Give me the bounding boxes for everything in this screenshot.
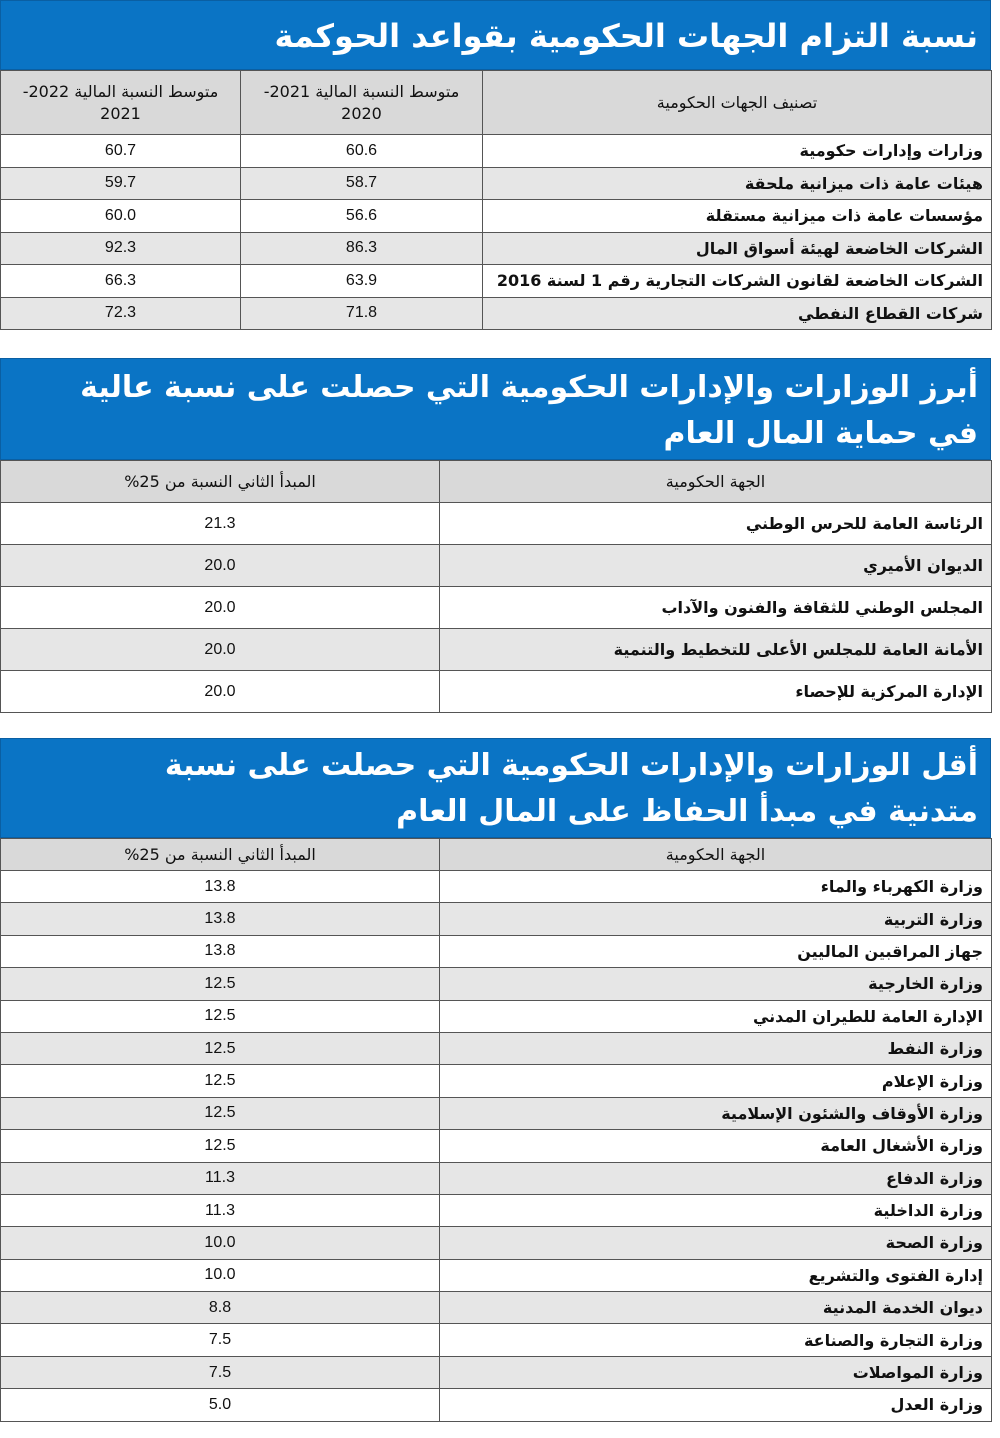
principle-value: 12.5 — [1, 968, 440, 1000]
entity-name: المجلس الوطني للثقافة والفنون والآداب — [440, 587, 992, 629]
principle-value: 12.5 — [1, 1097, 440, 1129]
entity-name: وزارة الصحة — [440, 1227, 992, 1259]
avg-2021-2020-value: 56.6 — [241, 200, 483, 233]
principle-value: 20.0 — [1, 629, 440, 671]
avg-2022-2021-value: 66.3 — [1, 265, 241, 298]
table2-title-line1: أبرز الوزارات والإدارات الحكومية التي حصلت على نسبة عالية — [80, 370, 978, 405]
entity-name: وزارة النفط — [440, 1032, 992, 1064]
avg-2022-2021-value: 72.3 — [1, 297, 241, 330]
principle-value: 7.5 — [1, 1324, 440, 1356]
table-row — [1, 1097, 992, 1129]
principle-value: 13.8 — [1, 871, 440, 903]
table1-body — [1, 135, 992, 330]
principle-value: 10.0 — [1, 1259, 440, 1291]
avg-2021-2020-value: 60.6 — [241, 135, 483, 168]
table-row — [1, 545, 992, 587]
table-row — [1, 1356, 992, 1388]
entity-name: الإدارة العامة للطيران المدني — [440, 1000, 992, 1032]
table-row — [1, 935, 992, 967]
principle-value: 21.3 — [1, 503, 440, 545]
category-name: شركات القطاع النفطي — [483, 297, 992, 330]
category-name: الشركات الخاضعة لهيئة أسواق المال — [483, 232, 992, 265]
avg-2021-2020-value: 86.3 — [241, 232, 483, 265]
category-name: وزارات وإدارات حكومية — [483, 135, 992, 168]
table-row — [1, 1065, 992, 1097]
table-row — [1, 265, 992, 298]
entity-name: الديوان الأميري — [440, 545, 992, 587]
entity-name: وزارة الخارجية — [440, 968, 992, 1000]
entity-name: وزارة الكهرباء والماء — [440, 871, 992, 903]
principle-value: 12.5 — [1, 1130, 440, 1162]
table1-header-avg-2021-2020: متوسط النسبة المالية 2021-2020 — [241, 71, 483, 135]
table-row — [1, 629, 992, 671]
entity-name: وزارة المواصلات — [440, 1356, 992, 1388]
table3-body — [1, 871, 992, 1422]
table-row — [1, 232, 992, 265]
table-row — [1, 200, 992, 233]
entity-name: وزارة الإعلام — [440, 1065, 992, 1097]
principle-value: 10.0 — [1, 1227, 440, 1259]
avg-2021-2020-value: 58.7 — [241, 167, 483, 200]
principle-value: 5.0 — [1, 1389, 440, 1421]
table-row — [1, 968, 992, 1000]
principle-value: 20.0 — [1, 587, 440, 629]
table-row — [1, 1194, 992, 1226]
entity-name: ديوان الخدمة المدنية — [440, 1292, 992, 1324]
table2-title-banner — [0, 358, 991, 460]
table-row — [1, 1259, 992, 1291]
avg-2022-2021-value: 59.7 — [1, 167, 241, 200]
table2-section — [0, 358, 991, 714]
entity-name: وزارة التربية — [440, 903, 992, 935]
table2-body — [1, 503, 992, 713]
table-row — [1, 1032, 992, 1064]
table3-header-row — [1, 839, 992, 871]
principle-value: 11.3 — [1, 1194, 440, 1226]
table-row — [1, 1162, 992, 1194]
principle-value: 13.8 — [1, 903, 440, 935]
entity-name: الرئاسة العامة للحرس الوطني — [440, 503, 992, 545]
category-name: هيئات عامة ذات ميزانية ملحقة — [483, 167, 992, 200]
table-row — [1, 1130, 992, 1162]
table3-title-line2: متدنية في مبدأ الحفاظ على المال العام — [396, 794, 978, 829]
table-row — [1, 167, 992, 200]
table1-title-banner — [0, 0, 991, 70]
entity-name: الأمانة العامة للمجلس الأعلى للتخطيط والتنمية — [440, 629, 992, 671]
table1-title: نسبة التزام الجهات الحكومية بقواعد الحوكمة — [274, 17, 978, 55]
entity-name: وزارة التجارة والصناعة — [440, 1324, 992, 1356]
avg-2022-2021-value: 92.3 — [1, 232, 241, 265]
table-row — [1, 671, 992, 713]
principle-value: 12.5 — [1, 1065, 440, 1097]
table2 — [0, 460, 992, 713]
entity-name: وزارة الداخلية — [440, 1194, 992, 1226]
avg-2022-2021-value: 60.0 — [1, 200, 241, 233]
table1-header-category: تصنيف الجهات الحكومية — [483, 71, 992, 135]
principle-value: 20.0 — [1, 671, 440, 713]
table2-title-line2: في حماية المال العام — [663, 416, 978, 451]
table-row — [1, 297, 992, 330]
table-row — [1, 871, 992, 903]
principle-value: 20.0 — [1, 545, 440, 587]
table-row — [1, 1324, 992, 1356]
entity-name: وزارة الأوقاف والشئون الإسلامية — [440, 1097, 992, 1129]
table1 — [0, 70, 992, 330]
principle-value: 8.8 — [1, 1292, 440, 1324]
table3-header-entity: الجهة الحكومية — [440, 839, 992, 871]
table-row — [1, 903, 992, 935]
principle-value: 12.5 — [1, 1032, 440, 1064]
table-row — [1, 135, 992, 168]
principle-value: 11.3 — [1, 1162, 440, 1194]
table-row — [1, 587, 992, 629]
avg-2021-2020-value: 63.9 — [241, 265, 483, 298]
principle-value: 13.8 — [1, 935, 440, 967]
avg-2021-2020-value: 71.8 — [241, 297, 483, 330]
table3-section — [0, 738, 991, 1420]
table-row — [1, 503, 992, 545]
entity-name: الإدارة المركزية للإحصاء — [440, 671, 992, 713]
table3-header-value: المبدأ الثاني النسبة من 25% — [1, 839, 440, 871]
table2-header-value: المبدأ الثاني النسبة من 25% — [1, 461, 440, 503]
avg-2022-2021-value: 60.7 — [1, 135, 241, 168]
entity-name: جهاز المراقبين الماليين — [440, 935, 992, 967]
table3 — [0, 838, 992, 1422]
principle-value: 7.5 — [1, 1356, 440, 1388]
table2-header-entity: الجهة الحكومية — [440, 461, 992, 503]
table1-header-row — [1, 71, 992, 135]
entity-name: وزارة الأشغال العامة — [440, 1130, 992, 1162]
table-row — [1, 1292, 992, 1324]
table-row — [1, 1000, 992, 1032]
table3-title-banner — [0, 738, 991, 838]
table-row — [1, 1227, 992, 1259]
principle-value: 12.5 — [1, 1000, 440, 1032]
table1-section — [0, 0, 991, 333]
entity-name: إدارة الفتوى والتشريع — [440, 1259, 992, 1291]
entity-name: وزارة الدفاع — [440, 1162, 992, 1194]
table2-header-row — [1, 461, 992, 503]
category-name: مؤسسات عامة ذات ميزانية مستقلة — [483, 200, 992, 233]
table3-title-line1: أقل الوزارات والإدارات الحكومية التي حصلت على نسبة — [164, 748, 978, 783]
category-name: الشركات الخاضعة لقانون الشركات التجارية رقم 1 لسنة 2016 — [483, 265, 992, 298]
table-row — [1, 1389, 992, 1421]
entity-name: وزارة العدل — [440, 1389, 992, 1421]
table1-header-avg-2022-2021: متوسط النسبة المالية 2022-2021 — [1, 71, 241, 135]
